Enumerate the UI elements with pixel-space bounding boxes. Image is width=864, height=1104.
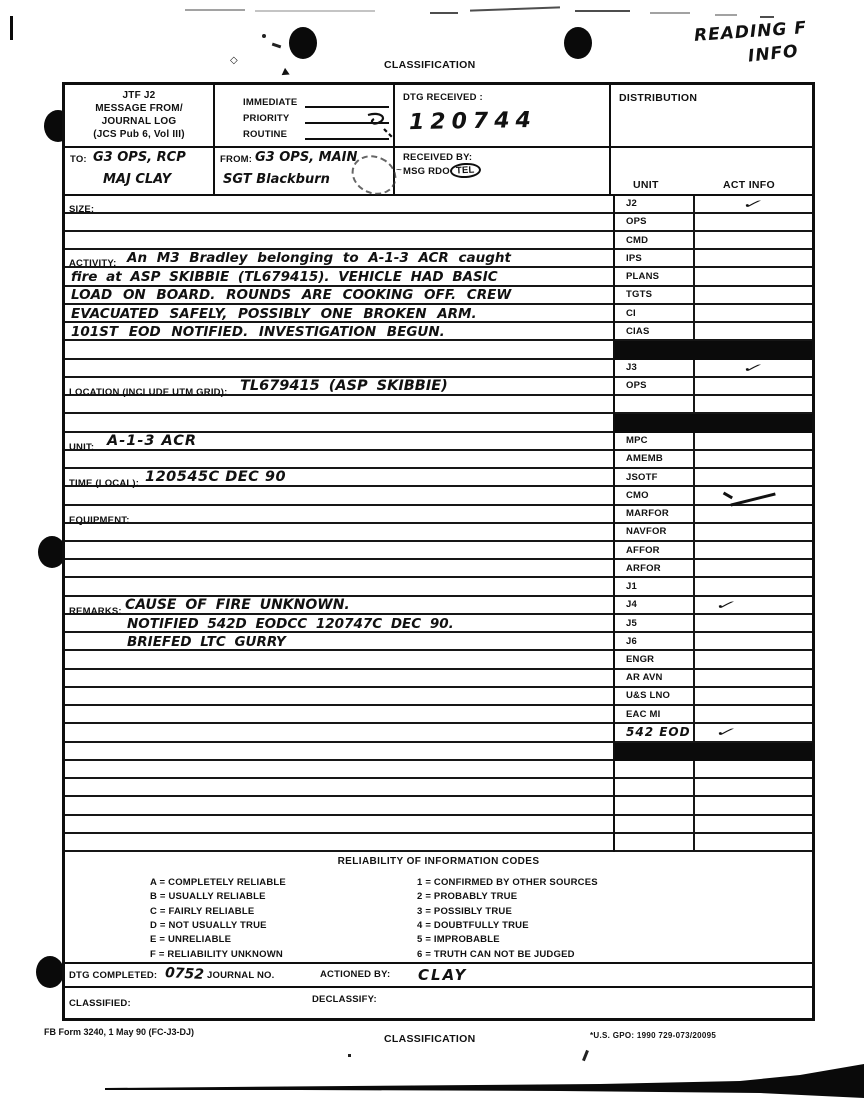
distribution-unit-cell bbox=[615, 487, 695, 503]
reliability-code: 1 = CONFIRMED BY OTHER SOURCES bbox=[417, 876, 598, 888]
ruled-line-row bbox=[65, 341, 613, 359]
handwritten-reading-note-line1: READING F bbox=[693, 18, 808, 46]
distribution-unit-cell bbox=[615, 214, 695, 230]
distribution-unit-cell bbox=[615, 268, 695, 284]
check-mark-icon: ✓ bbox=[739, 360, 768, 375]
to-value-line1: G3 OPS, RCP bbox=[93, 149, 186, 165]
reliability-code: E = UNRELIABLE bbox=[150, 934, 232, 946]
distribution-unit-cell bbox=[615, 433, 695, 449]
distribution-unit-cell bbox=[615, 779, 695, 795]
distribution-unit-cell bbox=[615, 670, 695, 686]
distribution-label: DISTRIBUTION bbox=[619, 92, 698, 104]
distribution-act-info-cell bbox=[695, 542, 812, 558]
reliability-title: RELIABILITY OF INFORMATION CODES bbox=[337, 855, 540, 867]
declassify-label: DECLASSIFY: bbox=[312, 994, 377, 1006]
hole-punch bbox=[36, 956, 64, 988]
distribution-unit-cell bbox=[615, 743, 695, 759]
ruled-line-row bbox=[65, 560, 613, 578]
scan-mark bbox=[282, 68, 292, 78]
reliability-code: 5 = IMPROBABLE bbox=[417, 934, 500, 946]
distribution-unit-cell bbox=[615, 451, 695, 467]
ruled-line-row bbox=[65, 779, 613, 797]
precedence-routine-blank bbox=[305, 128, 389, 140]
to-cell bbox=[65, 148, 215, 194]
time-local-label: TIME (LOCAL): bbox=[69, 478, 140, 490]
distribution-act-info-cell bbox=[695, 341, 812, 357]
ruled-line-row bbox=[65, 524, 613, 542]
distribution-row bbox=[615, 816, 812, 834]
distribution-row bbox=[615, 396, 812, 414]
scan-noise bbox=[650, 12, 690, 14]
form-title-line3: JOURNAL LOG bbox=[101, 116, 177, 128]
reliability-code: 3 = POSSIBLY TRUE bbox=[417, 905, 513, 917]
distribution-unit-label: CMO bbox=[626, 489, 649, 501]
form-number: FB Form 3240, 1 May 90 (FC-J3-DJ) bbox=[44, 1027, 195, 1037]
from-cell bbox=[215, 148, 395, 194]
scan-wedge-artifact bbox=[0, 1058, 864, 1104]
location-value: TL679415 (ASP SKIBBIE) bbox=[240, 377, 448, 394]
distribution-unit-label: EAC MI bbox=[626, 708, 661, 720]
remarks-handwriting-line3: BRIEFED LTC GURRY bbox=[127, 634, 286, 651]
distribution-unit-label: J5 bbox=[626, 617, 637, 629]
distribution-unit-label: J4 bbox=[626, 599, 637, 611]
ruled-line-row bbox=[65, 196, 613, 214]
distribution-row bbox=[615, 779, 812, 797]
distribution-unit-cell bbox=[615, 360, 695, 376]
form-title-line4: (JCS Pub 6, Vol III) bbox=[93, 129, 185, 141]
scan-noise bbox=[255, 10, 375, 12]
distribution-act-info-cell bbox=[695, 651, 812, 667]
received-by-label: RECEIVED BY: bbox=[403, 151, 473, 163]
distribution-act-info-cell bbox=[695, 688, 812, 704]
distribution-unit-label: CI bbox=[626, 307, 636, 319]
ruled-line-row bbox=[65, 487, 613, 505]
ruled-line-row bbox=[65, 724, 613, 742]
activity-handwriting-line3: LOAD ON BOARD. ROUNDS ARE COOKING OFF. CREW bbox=[71, 287, 512, 304]
distribution-row bbox=[615, 633, 812, 651]
distribution-unit-cell bbox=[615, 524, 695, 540]
distribution-unit-cell bbox=[615, 232, 695, 248]
distribution-row bbox=[615, 834, 812, 852]
classification-header: CLASSIFICATION bbox=[384, 59, 476, 71]
distribution-act-info-cell bbox=[695, 743, 812, 759]
distribution-separator-row bbox=[615, 743, 812, 761]
precedence-block bbox=[215, 85, 395, 146]
dtg-completed-value: 0752 bbox=[164, 965, 205, 984]
form-title-block bbox=[65, 85, 215, 146]
distribution-unit-cell bbox=[615, 651, 695, 667]
unit-actinfo-header-cell bbox=[611, 148, 812, 194]
distribution-row bbox=[615, 651, 812, 669]
distribution-unit-cell bbox=[615, 724, 695, 740]
distribution-unit-cell bbox=[615, 396, 695, 412]
scan-mark bbox=[262, 34, 266, 38]
distribution-unit-label: OPS bbox=[626, 216, 647, 228]
distribution-act-info-cell bbox=[695, 670, 812, 686]
scan-mark bbox=[272, 43, 281, 49]
distribution-row bbox=[615, 196, 812, 214]
distribution-row bbox=[615, 706, 812, 724]
distribution-unit-cell bbox=[615, 560, 695, 576]
distribution-unit-cell bbox=[615, 761, 695, 777]
form-title-line1: JTF J2 bbox=[122, 90, 156, 102]
reliability-number-codes bbox=[417, 876, 598, 962]
distribution-row bbox=[615, 433, 812, 451]
distribution-unit-handwritten: 542 EOD bbox=[626, 725, 691, 740]
activity-handwriting-line2: fire at ASP SKIBBIE (TL679415). VEHICLE HAD BASIC bbox=[71, 268, 498, 285]
distribution-unit-cell bbox=[615, 378, 695, 394]
reliability-code: F = RELIABILITY UNKNOWN bbox=[150, 948, 283, 960]
reliability-code: C = FAIRLY RELIABLE bbox=[150, 905, 255, 917]
distribution-act-info-cell bbox=[695, 214, 812, 230]
classification-footer: CLASSIFICATION bbox=[384, 1033, 476, 1045]
distribution-row bbox=[615, 761, 812, 779]
distribution-act-info-cell bbox=[695, 305, 812, 321]
distribution-unit-label: TGTS bbox=[626, 289, 653, 301]
reliability-code: 2 = PROBABLY TRUE bbox=[417, 891, 518, 903]
dtg-received-cell bbox=[395, 85, 611, 146]
distribution-header-cell bbox=[611, 85, 812, 146]
unit-label: UNIT: bbox=[69, 441, 95, 453]
distribution-act-info-cell bbox=[695, 232, 812, 248]
distribution-row bbox=[615, 560, 812, 578]
scan-noise bbox=[575, 10, 630, 12]
received-by-circled-tel: TEL bbox=[450, 162, 481, 179]
precedence-immediate-label: IMMEDIATE bbox=[243, 97, 298, 108]
distribution-row bbox=[615, 524, 812, 542]
distribution-act-info-cell bbox=[695, 323, 812, 339]
distribution-row bbox=[615, 214, 812, 232]
distribution-row bbox=[615, 232, 812, 250]
precedence-routine-label: ROUTINE bbox=[243, 129, 288, 140]
distribution-row bbox=[615, 250, 812, 268]
distribution-unit-label: U&S LNO bbox=[626, 690, 671, 702]
hole-punch bbox=[564, 27, 592, 59]
actioned-by-label: ACTIONED BY: bbox=[320, 969, 391, 981]
distribution-unit-cell bbox=[615, 414, 695, 430]
distribution-act-info-cell bbox=[695, 560, 812, 576]
distribution-unit-cell bbox=[615, 578, 695, 594]
remarks-handwriting-line2: NOTIFIED 542D EODCC 120747C DEC 90. bbox=[127, 615, 454, 632]
distribution-table bbox=[615, 196, 812, 852]
distribution-row bbox=[615, 542, 812, 560]
distribution-unit-label: J1 bbox=[626, 581, 637, 593]
distribution-row bbox=[615, 287, 812, 305]
distribution-unit-cell bbox=[615, 323, 695, 339]
scan-noise bbox=[760, 16, 774, 18]
distribution-unit-label: AFFOR bbox=[626, 544, 660, 556]
journal-entry-area bbox=[65, 196, 615, 852]
distribution-act-info-cell bbox=[695, 506, 812, 522]
distribution-act-info-cell bbox=[695, 268, 812, 284]
classified-label: CLASSIFIED: bbox=[69, 998, 131, 1010]
remarks-label: REMARKS: bbox=[69, 606, 122, 618]
distribution-unit-cell bbox=[615, 250, 695, 266]
distribution-act-info-cell bbox=[695, 524, 812, 540]
from-value-line1: G3 OPS, MAIN bbox=[255, 149, 358, 165]
distribution-act-info-cell bbox=[695, 433, 812, 449]
distribution-unit-label: NAVFOR bbox=[626, 526, 667, 538]
scan-mark: ◇ bbox=[230, 55, 238, 66]
location-label: LOCATION (INCLUDE UTM GRID): bbox=[69, 386, 228, 398]
distribution-unit-label: AMEMB bbox=[626, 453, 663, 465]
distribution-unit-cell bbox=[615, 816, 695, 832]
ruled-line-row bbox=[65, 706, 613, 724]
reliability-codes-section bbox=[65, 852, 812, 965]
received-by-cell bbox=[395, 148, 611, 194]
distribution-row bbox=[615, 797, 812, 815]
distribution-unit-label: J3 bbox=[626, 362, 637, 374]
distribution-act-info-cell bbox=[695, 779, 812, 795]
distribution-row bbox=[615, 305, 812, 323]
distribution-act-info-cell bbox=[695, 414, 812, 430]
scan-noise bbox=[715, 14, 737, 16]
check-mark-icon: ✓ bbox=[739, 196, 768, 211]
activity-handwriting-line1: An M3 Bradley belonging to A-1-3 ACR caught bbox=[127, 249, 511, 266]
distribution-act-info-cell bbox=[695, 469, 812, 485]
reliability-code: A = COMPLETELY RELIABLE bbox=[150, 876, 286, 888]
distribution-unit-cell bbox=[615, 834, 695, 850]
classified-row bbox=[65, 988, 812, 1018]
distribution-unit-label: J6 bbox=[626, 635, 637, 647]
distribution-unit-label: PLANS bbox=[626, 271, 660, 283]
distribution-separator-row bbox=[615, 414, 812, 432]
distribution-act-info-cell bbox=[695, 451, 812, 467]
ruled-line-row bbox=[65, 396, 613, 414]
distribution-act-info-cell bbox=[695, 287, 812, 303]
activity-handwriting-line4: EVACUATED SAFELY, POSSIBLY ONE BROKEN ARM. bbox=[71, 305, 477, 322]
form-title-line2: MESSAGE FROM/ bbox=[95, 103, 183, 115]
distribution-row bbox=[615, 487, 812, 505]
distribution-unit-cell bbox=[615, 305, 695, 321]
distribution-separator-row bbox=[615, 341, 812, 359]
handwritten-reading-note-line2: INFO bbox=[747, 41, 800, 67]
equipment-label: EQUIPMENT: bbox=[69, 514, 130, 526]
distribution-row bbox=[615, 360, 812, 378]
distribution-unit-label: MPC bbox=[626, 435, 648, 447]
distribution-unit-label: ENGR bbox=[626, 654, 655, 665]
distribution-unit-cell bbox=[615, 597, 695, 613]
distribution-act-info-cell bbox=[695, 706, 812, 722]
dtg-received-label: DTG RECEIVED : bbox=[403, 92, 483, 103]
distribution-unit-cell bbox=[615, 615, 695, 631]
distribution-row bbox=[615, 451, 812, 469]
to-label: TO: bbox=[70, 153, 87, 165]
ruled-line-row bbox=[65, 688, 613, 706]
journal-no-label: JOURNAL NO. bbox=[207, 970, 275, 982]
unit-value: A-1-3 ACR bbox=[107, 432, 198, 449]
actioned-by-value: CLAY bbox=[418, 966, 468, 985]
ruled-line-row bbox=[65, 797, 613, 815]
distribution-row bbox=[615, 323, 812, 341]
distribution-row bbox=[615, 469, 812, 487]
from-label: FROM: bbox=[220, 153, 253, 165]
scan-noise bbox=[430, 12, 458, 14]
distribution-act-info-cell bbox=[695, 724, 812, 740]
distribution-row bbox=[615, 597, 812, 615]
distribution-unit-cell bbox=[615, 797, 695, 813]
distribution-unit-label: ARFOR bbox=[626, 562, 661, 574]
distribution-act-info-cell bbox=[695, 250, 812, 266]
scan-noise bbox=[470, 6, 560, 11]
distribution-unit-cell bbox=[615, 633, 695, 649]
reliability-letter-codes bbox=[150, 876, 286, 962]
received-by-value: MSG RDO bbox=[403, 165, 450, 177]
activity-label: ACTIVITY: bbox=[69, 258, 117, 270]
scan-mark bbox=[348, 1054, 351, 1057]
distribution-unit-cell bbox=[615, 341, 695, 357]
distribution-unit-label: AR AVN bbox=[626, 672, 663, 684]
distribution-act-info-cell bbox=[695, 633, 812, 649]
distribution-unit-label: MARFOR bbox=[626, 508, 669, 520]
ruled-line-row bbox=[65, 816, 613, 834]
precedence-immediate-blank bbox=[305, 96, 389, 108]
dtg-received-value: 120744 bbox=[408, 107, 538, 136]
check-mark-icon: ✓ bbox=[712, 725, 740, 740]
from-value-line2: SGT Blackburn bbox=[223, 171, 330, 187]
distribution-act-info-cell bbox=[695, 834, 812, 850]
ruled-line-row bbox=[65, 670, 613, 688]
act-info-column-label: ACT INFO bbox=[723, 178, 775, 191]
ruled-line-row bbox=[65, 214, 613, 232]
distribution-row bbox=[615, 688, 812, 706]
reliability-code: B = USUALLY RELIABLE bbox=[150, 891, 266, 903]
reliability-code: 6 = TRUTH CAN NOT BE JUDGED bbox=[417, 948, 575, 960]
precedence-priority-label: PRIORITY bbox=[243, 113, 290, 124]
distribution-row bbox=[615, 268, 812, 286]
completion-row bbox=[65, 964, 812, 988]
check-mark-icon: ✓ bbox=[712, 597, 740, 612]
size-label: SIZE: bbox=[69, 203, 95, 215]
hole-punch bbox=[289, 27, 317, 59]
distribution-unit-label: OPS bbox=[626, 380, 647, 392]
distribution-unit-cell bbox=[615, 506, 695, 522]
distribution-unit-label: CIAS bbox=[626, 325, 650, 337]
distribution-unit-label: JSOTF bbox=[626, 471, 658, 483]
distribution-act-info-cell bbox=[695, 487, 812, 503]
precedence-priority-blank bbox=[305, 112, 389, 124]
remarks-handwriting-line1: CAUSE OF FIRE UNKNOWN. bbox=[125, 597, 350, 614]
distribution-act-info-cell bbox=[695, 378, 812, 394]
ruled-line-row bbox=[65, 834, 613, 852]
reliability-code: D = NOT USUALLY TRUE bbox=[150, 919, 267, 931]
scan-mark bbox=[10, 16, 13, 40]
distribution-row bbox=[615, 615, 812, 633]
ruled-line-row bbox=[65, 542, 613, 560]
reliability-code: 4 = DOUBTFULLY TRUE bbox=[417, 919, 529, 931]
distribution-row bbox=[615, 724, 812, 742]
distribution-act-info-cell bbox=[695, 196, 812, 212]
distribution-unit-cell bbox=[615, 196, 695, 212]
distribution-act-info-cell bbox=[695, 360, 812, 376]
distribution-row bbox=[615, 578, 812, 596]
distribution-unit-label: CMD bbox=[626, 234, 649, 246]
activity-handwriting-line5: 101ST EOD NOTIFIED. INVESTIGATION BEGUN. bbox=[71, 324, 445, 341]
distribution-row bbox=[615, 670, 812, 688]
distribution-unit-cell bbox=[615, 706, 695, 722]
distribution-unit-cell bbox=[615, 542, 695, 558]
distribution-unit-label: J2 bbox=[626, 198, 637, 210]
dtg-completed-label: DTG COMPLETED: bbox=[69, 970, 158, 982]
unit-column-label: UNIT bbox=[633, 178, 659, 191]
scan-noise bbox=[185, 9, 245, 11]
distribution-unit-label: IPS bbox=[626, 252, 642, 264]
ruled-line-row bbox=[65, 743, 613, 761]
distribution-unit-cell bbox=[615, 469, 695, 485]
pen-tick: ~ bbox=[396, 164, 402, 176]
distribution-act-info-cell bbox=[695, 761, 812, 777]
distribution-unit-cell bbox=[615, 287, 695, 303]
time-local-value: 120545C DEC 90 bbox=[145, 469, 287, 486]
distribution-unit-cell bbox=[615, 688, 695, 704]
ruled-line-row bbox=[65, 651, 613, 669]
distribution-act-info-cell bbox=[695, 597, 812, 613]
distribution-act-info-cell bbox=[695, 615, 812, 631]
journal-log-form bbox=[62, 82, 815, 1021]
ruled-line-row bbox=[65, 506, 613, 524]
distribution-act-info-cell bbox=[695, 797, 812, 813]
gpo-note: *U.S. GPO: 1990 729-073/20095 bbox=[590, 1031, 717, 1040]
distribution-act-info-cell bbox=[695, 578, 812, 594]
ruled-line-row bbox=[65, 761, 613, 779]
distribution-act-info-cell bbox=[695, 816, 812, 832]
to-value-line2: MAJ CLAY bbox=[103, 171, 172, 187]
distribution-row bbox=[615, 378, 812, 396]
distribution-row bbox=[615, 506, 812, 524]
distribution-act-info-cell bbox=[695, 396, 812, 412]
